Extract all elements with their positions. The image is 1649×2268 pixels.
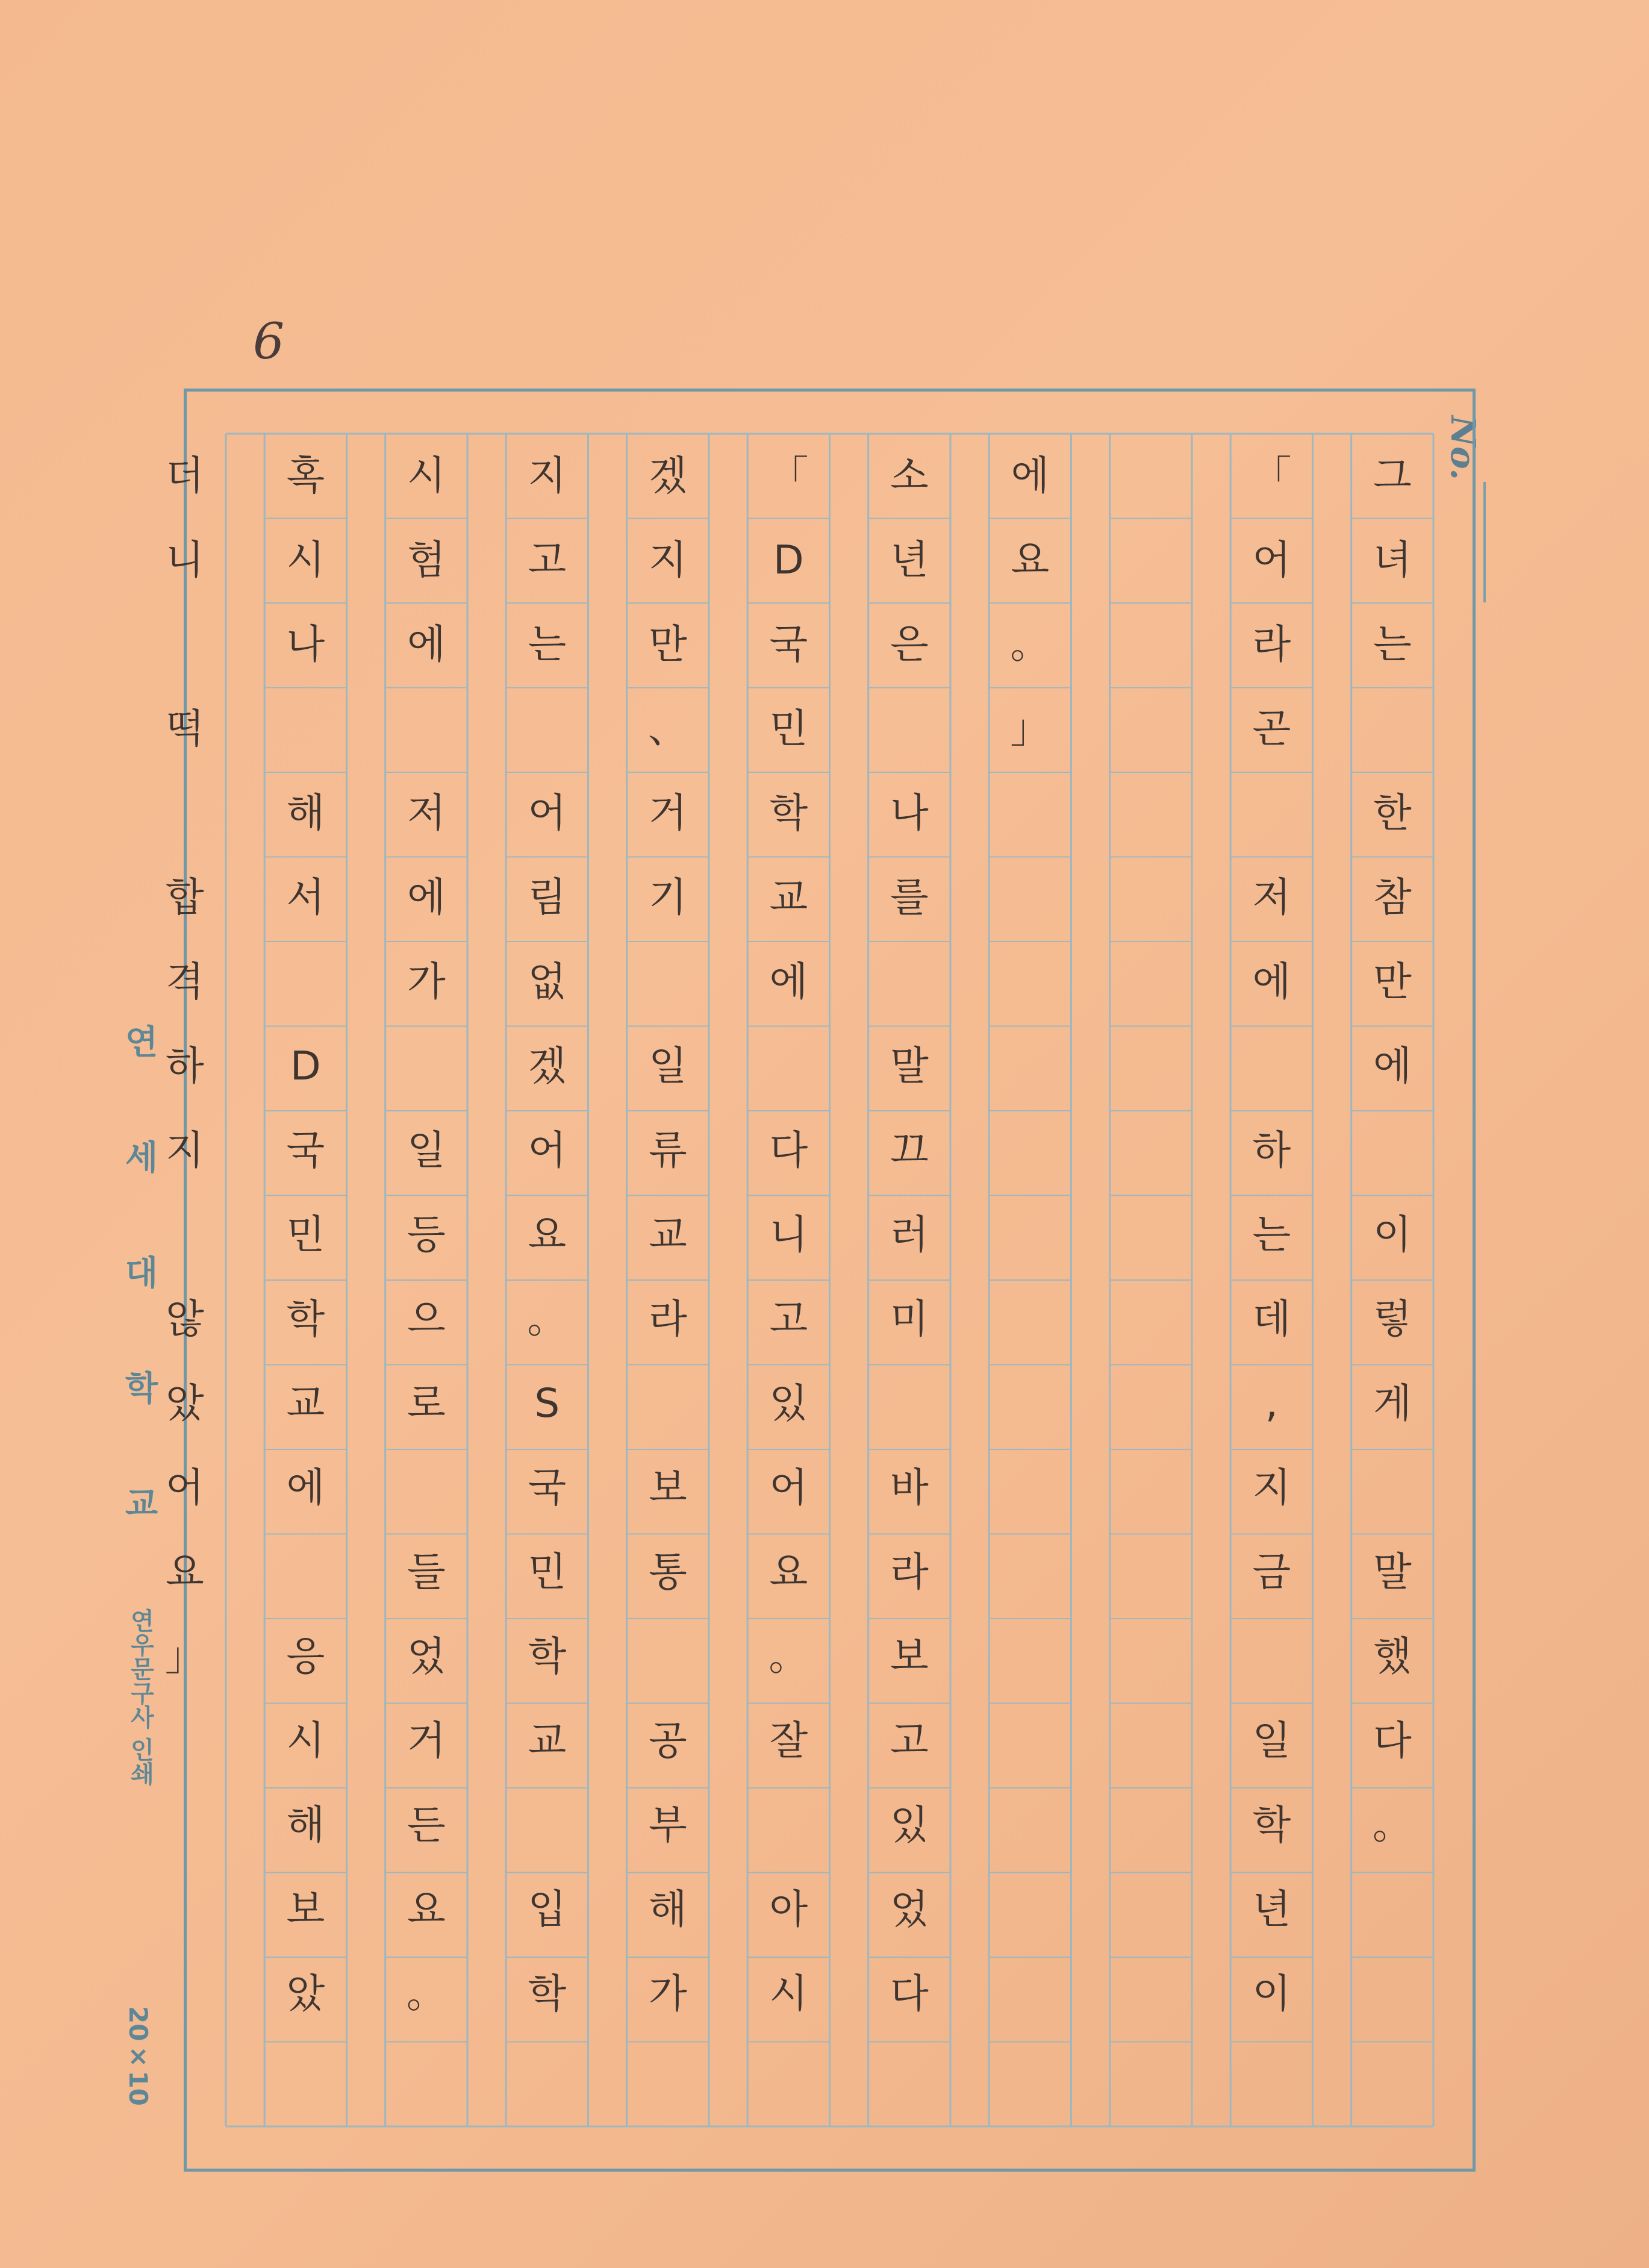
manuscript-char [994, 1193, 1066, 1277]
manuscript-char: 말 [890, 1043, 929, 1089]
manuscript-char [1235, 1024, 1308, 1108]
manuscript-char: 는 [528, 621, 567, 667]
manuscript-char: 러 [890, 1211, 929, 1258]
manuscript-char: 고 [890, 1717, 929, 1764]
manuscript-char [1356, 1952, 1429, 2036]
manuscript-char [390, 1446, 463, 1530]
manuscript-char: 었 [407, 1633, 446, 1679]
header-no-line [1483, 482, 1486, 602]
manuscript-char [873, 687, 946, 771]
text-column [511, 434, 583, 2036]
manuscript-char: 험 [407, 537, 446, 583]
manuscript-char: 금 [1252, 1549, 1291, 1595]
manuscript-char: 끄 [890, 1127, 929, 1173]
manuscript-char: 학 [769, 790, 808, 836]
manuscript-char: 혹 [286, 452, 325, 499]
manuscript-char [1115, 1446, 1187, 1530]
manuscript-char: 부 [648, 1802, 687, 1848]
manuscript-char: 잘 [769, 1717, 808, 1764]
text-column [269, 434, 341, 2036]
manuscript-char [1115, 1277, 1187, 1361]
manuscript-char: 그 [1373, 452, 1412, 499]
manuscript-char [994, 1361, 1066, 1446]
manuscript-char [269, 687, 341, 771]
manuscript-char: 해 [286, 790, 325, 836]
manuscript-char: 민 [286, 1211, 325, 1258]
manuscript-char: 지 [648, 537, 687, 583]
manuscript-char: 」 [1010, 705, 1050, 752]
text-column [1235, 434, 1308, 2036]
manuscript-char: 시 [407, 452, 446, 499]
manuscript-char [149, 771, 221, 855]
manuscript-char: 바 [890, 1464, 929, 1511]
manuscript-char: D [773, 537, 804, 583]
text-column [632, 434, 704, 2036]
manuscript-char: 교 [648, 1211, 687, 1258]
manuscript-char: 았 [165, 1380, 204, 1426]
manuscript-char: 국 [769, 621, 808, 667]
manuscript-char: 라 [890, 1549, 929, 1595]
manuscript-char: 어 [528, 1127, 567, 1173]
manuscript-char: 년 [1252, 1886, 1291, 1932]
manuscript-char [994, 940, 1066, 1024]
manuscript-char [1115, 687, 1187, 771]
manuscript-char [390, 687, 463, 771]
manuscript-char [873, 940, 946, 1024]
manuscript-char [1235, 771, 1308, 855]
manuscript-char: 어 [1252, 537, 1291, 583]
manuscript-char [1115, 855, 1187, 940]
manuscript-char: S [534, 1380, 560, 1426]
manuscript-char: 있 [769, 1380, 808, 1426]
manuscript-char [632, 1614, 704, 1699]
manuscript-char: 저 [407, 790, 446, 836]
footer-printer: 연우문구사 인쇄 [126, 1608, 154, 1785]
manuscript-char: 민 [528, 1549, 567, 1595]
manuscript-char: 합 [165, 874, 204, 920]
manuscript-char [149, 1952, 221, 2036]
manuscript-char [632, 1361, 704, 1446]
manuscript-char: 이 [1252, 1970, 1291, 2017]
manuscript-char: 。 [1010, 621, 1050, 667]
manuscript-char [1115, 1952, 1187, 2036]
text-column [1115, 434, 1187, 2036]
manuscript-char: 보 [286, 1886, 325, 1932]
manuscript-char: 지 [1252, 1464, 1291, 1511]
manuscript-char: 은 [890, 621, 929, 667]
manuscript-char: 든 [407, 1802, 446, 1848]
manuscript-char: 、 [647, 705, 688, 752]
manuscript-char: 」 [164, 1633, 205, 1679]
manuscript-char: 。 [406, 1970, 446, 2017]
manuscript-char: 요 [165, 1549, 204, 1595]
manuscript-char: 는 [1373, 621, 1412, 667]
manuscript-char [994, 1614, 1066, 1699]
manuscript-char: 「 [768, 452, 809, 499]
manuscript-char [1356, 1108, 1429, 1193]
manuscript-char: 저 [1252, 874, 1291, 920]
manuscript-char [994, 1867, 1066, 1952]
manuscript-char: 요 [528, 1211, 567, 1258]
manuscript-char: 요 [1011, 537, 1050, 583]
manuscript-char: 시 [286, 1717, 325, 1764]
manuscript-char: 보 [648, 1464, 687, 1511]
manuscript-char: 이 [1373, 1211, 1412, 1258]
manuscript-char: 나 [286, 621, 325, 667]
manuscript-char: 어 [528, 790, 567, 836]
manuscript-char: 했 [1373, 1633, 1412, 1679]
manuscript-char: 입 [528, 1886, 567, 1932]
manuscript-char [149, 1783, 221, 1867]
manuscript-char: 에 [1011, 452, 1050, 499]
manuscript-char [1115, 602, 1187, 687]
manuscript-char [994, 1699, 1066, 1783]
manuscript-char: 보 [890, 1633, 929, 1679]
manuscript-char [994, 771, 1066, 855]
manuscript-char: 참 [1373, 874, 1412, 920]
manuscript-char: 아 [769, 1886, 808, 1932]
manuscript-char: 민 [769, 705, 808, 752]
manuscript-char [511, 687, 583, 771]
manuscript-char: 겠 [648, 452, 687, 499]
manuscript-char [390, 1024, 463, 1108]
manuscript-char: 니 [769, 1211, 808, 1258]
manuscript-char: 학 [528, 1633, 567, 1679]
manuscript-char [511, 1783, 583, 1867]
manuscript-char: 일 [407, 1127, 446, 1173]
manuscript-char [1356, 1446, 1429, 1530]
manuscript-char: 렇 [1373, 1296, 1412, 1342]
manuscript-char [1115, 434, 1187, 518]
manuscript-char: , [1265, 1380, 1278, 1426]
manuscript-char [873, 1361, 946, 1446]
manuscript-char: 일 [1252, 1717, 1291, 1764]
manuscript-char [1115, 1361, 1187, 1446]
manuscript-char [1115, 1024, 1187, 1108]
manuscript-char: 해 [648, 1886, 687, 1932]
manuscript-char: 데 [1252, 1296, 1291, 1342]
manuscript-char: 일 [648, 1043, 687, 1089]
manuscript-char: 서 [286, 874, 325, 920]
header-no-mark: No. [1443, 416, 1483, 481]
manuscript-char: 격 [165, 958, 204, 1005]
manuscript-char: 다 [890, 1970, 929, 2017]
manuscript-char: 거 [648, 790, 687, 836]
manuscript-char: 하 [1252, 1127, 1291, 1173]
manuscript-char: 류 [648, 1127, 687, 1173]
manuscript-char: 에 [769, 958, 808, 1005]
manuscript-char: 통 [648, 1549, 687, 1595]
manuscript-char: 라 [648, 1296, 687, 1342]
manuscript-char [1115, 940, 1187, 1024]
manuscript-char: 교 [528, 1717, 567, 1764]
manuscript-char [994, 1277, 1066, 1361]
manuscript-char [1235, 1614, 1308, 1699]
manuscript-char: D [290, 1043, 321, 1089]
manuscript-char: 지 [528, 452, 567, 499]
manuscript-char: 만 [1373, 958, 1412, 1005]
manuscript-char [994, 1530, 1066, 1614]
manuscript-char: 학 [528, 1970, 567, 2017]
manuscript-char [1115, 771, 1187, 855]
manuscript-char: 등 [407, 1211, 446, 1258]
text-column [1356, 434, 1429, 2036]
manuscript-char: 에 [1373, 1043, 1412, 1089]
manuscript-char: 국 [286, 1127, 325, 1173]
text-column [390, 434, 463, 2036]
manuscript-char [269, 940, 341, 1024]
manuscript-char: 학 [286, 1296, 325, 1342]
manuscript-char [149, 1867, 221, 1952]
manuscript-char: 한 [1373, 790, 1412, 836]
manuscript-char: 는 [1252, 1211, 1291, 1258]
manuscript-char: 어 [769, 1464, 808, 1511]
manuscript-char [1356, 1867, 1429, 1952]
manuscript-char: 。 [527, 1296, 567, 1342]
manuscript-char: 고 [769, 1296, 808, 1342]
manuscript-char: 다 [1373, 1717, 1412, 1764]
manuscript-char: 를 [890, 874, 929, 920]
manuscript-char: 고 [528, 537, 567, 583]
manuscript-char: 하 [165, 1043, 204, 1089]
manuscript-char [1115, 1530, 1187, 1614]
manuscript-char [1115, 1108, 1187, 1193]
manuscript-char: 림 [528, 874, 567, 920]
manuscript-char: 「 [1252, 452, 1292, 499]
manuscript-char [269, 1530, 341, 1614]
manuscript-char: 녀 [1373, 537, 1412, 583]
manuscript-char: 시 [769, 1970, 808, 2017]
manuscript-char: 미 [890, 1296, 929, 1342]
footer-school-name: 연 세 대 학 교 [119, 1024, 158, 1554]
manuscript-char [994, 1783, 1066, 1867]
manuscript-char [994, 855, 1066, 940]
manuscript-char: 니 [165, 537, 204, 583]
manuscript-char: 었 [890, 1886, 929, 1932]
manuscript-char: 에 [407, 621, 446, 667]
manuscript-char: 로 [407, 1380, 446, 1426]
manuscript-char: 다 [769, 1127, 808, 1173]
manuscript-char: 교 [286, 1380, 325, 1426]
manuscript-char: 학 [1252, 1802, 1291, 1848]
manuscript-char [994, 1952, 1066, 2036]
manuscript-char: 년 [890, 537, 929, 583]
manuscript-char: 요 [407, 1886, 446, 1932]
manuscript-char [149, 602, 221, 687]
manuscript-char: 곤 [1252, 705, 1291, 752]
manuscript-char: 았 [286, 1970, 325, 2017]
manuscript-char [994, 1108, 1066, 1193]
manuscript-char: 교 [769, 874, 808, 920]
manuscript-char: 겠 [528, 1043, 567, 1089]
manuscript-char: 않 [165, 1296, 204, 1342]
manuscript-char: 응 [286, 1633, 325, 1679]
manuscript-char: 에 [286, 1464, 325, 1511]
manuscript-char: 나 [890, 790, 929, 836]
manuscript-char: 거 [407, 1717, 446, 1764]
manuscript-char: 들 [407, 1549, 446, 1595]
manuscript-char: 기 [648, 874, 687, 920]
manuscript-char: 있 [890, 1802, 929, 1848]
manuscript-char: 으 [407, 1296, 446, 1342]
text-column [994, 434, 1066, 2036]
manuscript-char: 더 [165, 452, 204, 499]
manuscript-char [1115, 1783, 1187, 1867]
manuscript-char: 。 [1372, 1802, 1412, 1848]
manuscript-char: 떡 [165, 705, 204, 752]
manuscript-char [994, 1024, 1066, 1108]
manuscript-char [632, 940, 704, 1024]
manuscript-char: 。 [768, 1633, 809, 1679]
manuscript-char: 지 [165, 1127, 204, 1173]
manuscript-char: 라 [1252, 621, 1291, 667]
manuscript-char [149, 1699, 221, 1783]
manuscript-char [1115, 1867, 1187, 1952]
text-column [752, 434, 824, 2036]
manuscript-char [1115, 518, 1187, 602]
manuscript-char: 에 [1252, 958, 1291, 1005]
manuscript-char [752, 1783, 824, 1867]
manuscript-char: 에 [407, 874, 446, 920]
manuscript-char: 공 [648, 1717, 687, 1764]
manuscript-char: 만 [648, 621, 687, 667]
manuscript-char [752, 1024, 824, 1108]
manuscript-char: 소 [890, 452, 929, 499]
manuscript-char: 해 [286, 1802, 325, 1848]
manuscript-char: 말 [1373, 1549, 1412, 1595]
manuscript-char [1115, 1699, 1187, 1783]
manuscript-char [1115, 1193, 1187, 1277]
manuscript-char: 국 [528, 1464, 567, 1511]
manuscript-char: 가 [648, 1970, 687, 2017]
manuscript-char: 없 [528, 958, 567, 1005]
manuscript-char: 시 [286, 537, 325, 583]
manuscript-char: 어 [165, 1464, 204, 1511]
manuscript-char: 요 [769, 1549, 808, 1595]
footer-grid-size: 20×10 [123, 2006, 153, 2106]
manuscript-char [1115, 1614, 1187, 1699]
manuscript-char [1356, 687, 1429, 771]
page-number: 6 [253, 313, 285, 370]
manuscript-char [994, 1446, 1066, 1530]
manuscript-char: 게 [1373, 1380, 1412, 1426]
text-column [873, 434, 946, 2036]
manuscript-char: 가 [407, 958, 446, 1005]
